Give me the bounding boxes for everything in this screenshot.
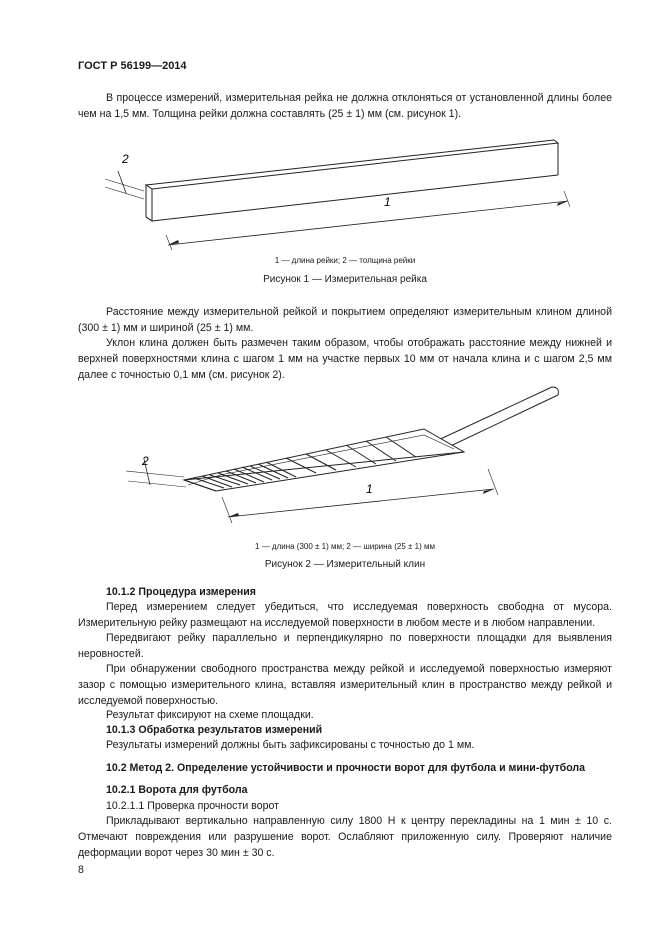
section-10-2-1-title: 10.2.1 Ворота для футбола [106, 784, 248, 796]
section-10-1-3-title: 10.1.3 Обработка результатов измерений [106, 724, 323, 736]
section-10-1-2-paragraph-1: Перед измерением следует убедиться, что исследуемая поверхность свободна от мусора. Измерительную рейку размещают на исследуемой поверхности в любом месте и в любом направлении. [78, 601, 612, 629]
figure-2-caption: Рисунок 2 — Измерительный клин [264, 559, 426, 570]
paragraph-rail-tolerance: В процессе измерений, измерительная рейка не должна отклоняться от установленной длины более чем на 1,5 мм. Толщина рейки должна составлять (25 ± 1) мм (см. рисунок 1). [78, 92, 612, 120]
fig1-label-2: 2 [122, 152, 129, 166]
section-10-2-1-1-title: 10.2.1.1 Проверка прочности ворот [106, 800, 279, 812]
section-10-2-title: 10.2 Метод 2. Определение устойчивости и прочности ворот для футбола и мини-футбола [106, 762, 586, 774]
paragraph-wedge-marking: Уклон клина должен быть размечен таким образом, чтобы отображать расстояние между нижней и верхней поверхностями клина с шагом 1 мм на участке первых 10 мм от начала клина и с шагом 2,5 мм далее с точностью 0,1 мм (см. рисунок 2). [78, 337, 612, 381]
figure-1-caption: Рисунок 1 — Измерительная рейка [263, 274, 427, 285]
fig1-label-1: 1 [384, 195, 391, 209]
section-10-2-1-1-paragraph: Прикладывают вертикально направленную силу 1800 Н к центру перекладины на 1 мин ± 10 с. Отмечают повреждения или разрушение ворот. Ослабляют приложенную силу. Проверяют наличие деформации ворот через 30 мин ± 30 с. [78, 815, 612, 859]
section-10-1-3-paragraph: Результаты измерений должны быть зафиксированы с точностью до 1 мм. [106, 739, 475, 751]
figure-2-wedge-drawing [124, 385, 574, 525]
figure-1-rail-drawing [100, 135, 570, 250]
fig2-label-1: 1 [366, 482, 373, 496]
figure-1-legend: 1 — длина рейки; 2 — толщина рейки [274, 256, 416, 265]
document-header: ГОСТ Р 56199—2014 [78, 60, 187, 72]
figure-2-legend: 1 — длина (300 ± 1) мм; 2 — ширина (25 ± 1) мм [255, 542, 435, 551]
section-10-1-2-paragraph-3: При обнаружении свободного пространства между рейкой и исследуемой поверхностью измеряют зазор с помощью измерительного клина, вставляя измерительный клин в пространство между рейкой и исследуемой поверхностью. [78, 663, 612, 707]
section-10-1-2-paragraph-2: Передвигают рейку параллельно и перпендикулярно по поверхности площадки для выявления неровностей. [78, 632, 612, 660]
section-10-1-2-paragraph-4: Результат фиксируют на схеме площадки. [106, 709, 314, 721]
page-number: 8 [78, 864, 84, 876]
section-10-1-2-title: 10.1.2 Процедура измерения [106, 586, 256, 598]
fig2-label-2: 2 [142, 454, 149, 468]
paragraph-wedge-size: Расстояние между измерительной рейкой и покрытием определяют измерительным клином длиной (300 ± 1) мм и шириной (25 ± 1) мм. [78, 306, 612, 334]
